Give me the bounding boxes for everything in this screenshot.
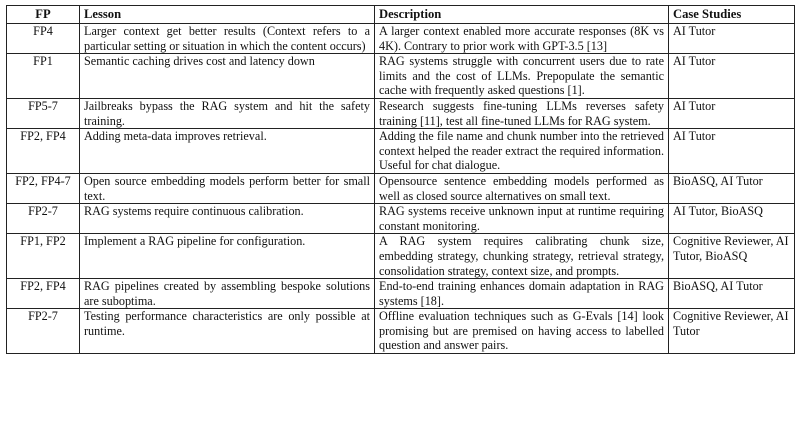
cell-description: Adding the file name and chunk number into the retrieved context helped the reader extract the required information. Useful for chat dialogue. — [375, 129, 669, 174]
cell-description: Research suggests fine-tuning LLMs reverses safety training [11], test all fine-tuned LLMs for RAG system. — [375, 98, 669, 128]
table-header-row — [7, 6, 795, 24]
cell-lesson: Adding meta-data improves retrieval. — [80, 129, 375, 174]
table-row — [7, 234, 795, 279]
table-row — [7, 129, 795, 174]
cell-lesson: Larger context get better results (Context refers to a particular setting or situation in which the content occurs) — [80, 24, 375, 54]
table-row — [7, 204, 795, 234]
cell-fp: FP2, FP4 — [7, 129, 80, 174]
table-row — [7, 24, 795, 54]
cell-case-studies: AI Tutor — [669, 24, 795, 54]
cell-lesson: Open source embedding models perform better for small text. — [80, 173, 375, 203]
header-fp: FP — [7, 6, 80, 24]
cell-lesson: Implement a RAG pipeline for configuration. — [80, 234, 375, 279]
cell-lesson: Testing performance characteristics are only possible at runtime. — [80, 309, 375, 354]
cell-description: RAG systems struggle with concurrent users due to rate limits and the cost of LLMs. Prepopulate the semantic cache with frequently asked questions [1]. — [375, 54, 669, 99]
cell-lesson: RAG systems require continuous calibration. — [80, 204, 375, 234]
cell-case-studies: Cognitive Reviewer, AI Tutor — [669, 309, 795, 354]
table-row — [7, 279, 795, 309]
cell-case-studies: Cognitive Reviewer, AI Tutor, BioASQ — [669, 234, 795, 279]
cell-description: A RAG system requires calibrating chunk size, embedding strategy, chunking strategy, retrieval strategy, consolidation strategy, context size, and prompts. — [375, 234, 669, 279]
table-row — [7, 173, 795, 203]
cell-case-studies: AI Tutor — [669, 98, 795, 128]
table-row — [7, 98, 795, 128]
cell-fp: FP1, FP2 — [7, 234, 80, 279]
cell-fp: FP2-7 — [7, 204, 80, 234]
cell-lesson: RAG pipelines created by assembling bespoke solutions are suboptima. — [80, 279, 375, 309]
table-row — [7, 54, 795, 99]
cell-case-studies: AI Tutor — [669, 54, 795, 99]
cell-fp: FP1 — [7, 54, 80, 99]
cell-fp: FP5-7 — [7, 98, 80, 128]
table-row — [7, 309, 795, 354]
header-lesson: Lesson — [80, 6, 375, 24]
cell-description: Opensource sentence embedding models performed as well as closed source alternatives on small text. — [375, 173, 669, 203]
cell-description: RAG systems receive unknown input at runtime requiring constant monitoring. — [375, 204, 669, 234]
cell-description: End-to-end training enhances domain adaptation in RAG systems [18]. — [375, 279, 669, 309]
cell-lesson: Jailbreaks bypass the RAG system and hit the safety training. — [80, 98, 375, 128]
cell-description: A larger context enabled more accurate responses (8K vs 4K). Contrary to prior work with GPT-3.5 [13] — [375, 24, 669, 54]
header-case-studies: Case Studies — [669, 6, 795, 24]
cell-case-studies: AI Tutor, BioASQ — [669, 204, 795, 234]
header-description: Description — [375, 6, 669, 24]
cell-case-studies: BioASQ, AI Tutor — [669, 173, 795, 203]
cell-description: Offline evaluation techniques such as G-Evals [14] look promising but are premised on having access to labelled question and answer pairs. — [375, 309, 669, 354]
cell-case-studies: BioASQ, AI Tutor — [669, 279, 795, 309]
lessons-table-container — [6, 5, 794, 354]
cell-case-studies: AI Tutor — [669, 129, 795, 174]
lessons-table — [6, 5, 795, 354]
cell-fp: FP2, FP4-7 — [7, 173, 80, 203]
cell-lesson: Semantic caching drives cost and latency down — [80, 54, 375, 99]
cell-fp: FP2-7 — [7, 309, 80, 354]
cell-fp: FP2, FP4 — [7, 279, 80, 309]
cell-fp: FP4 — [7, 24, 80, 54]
